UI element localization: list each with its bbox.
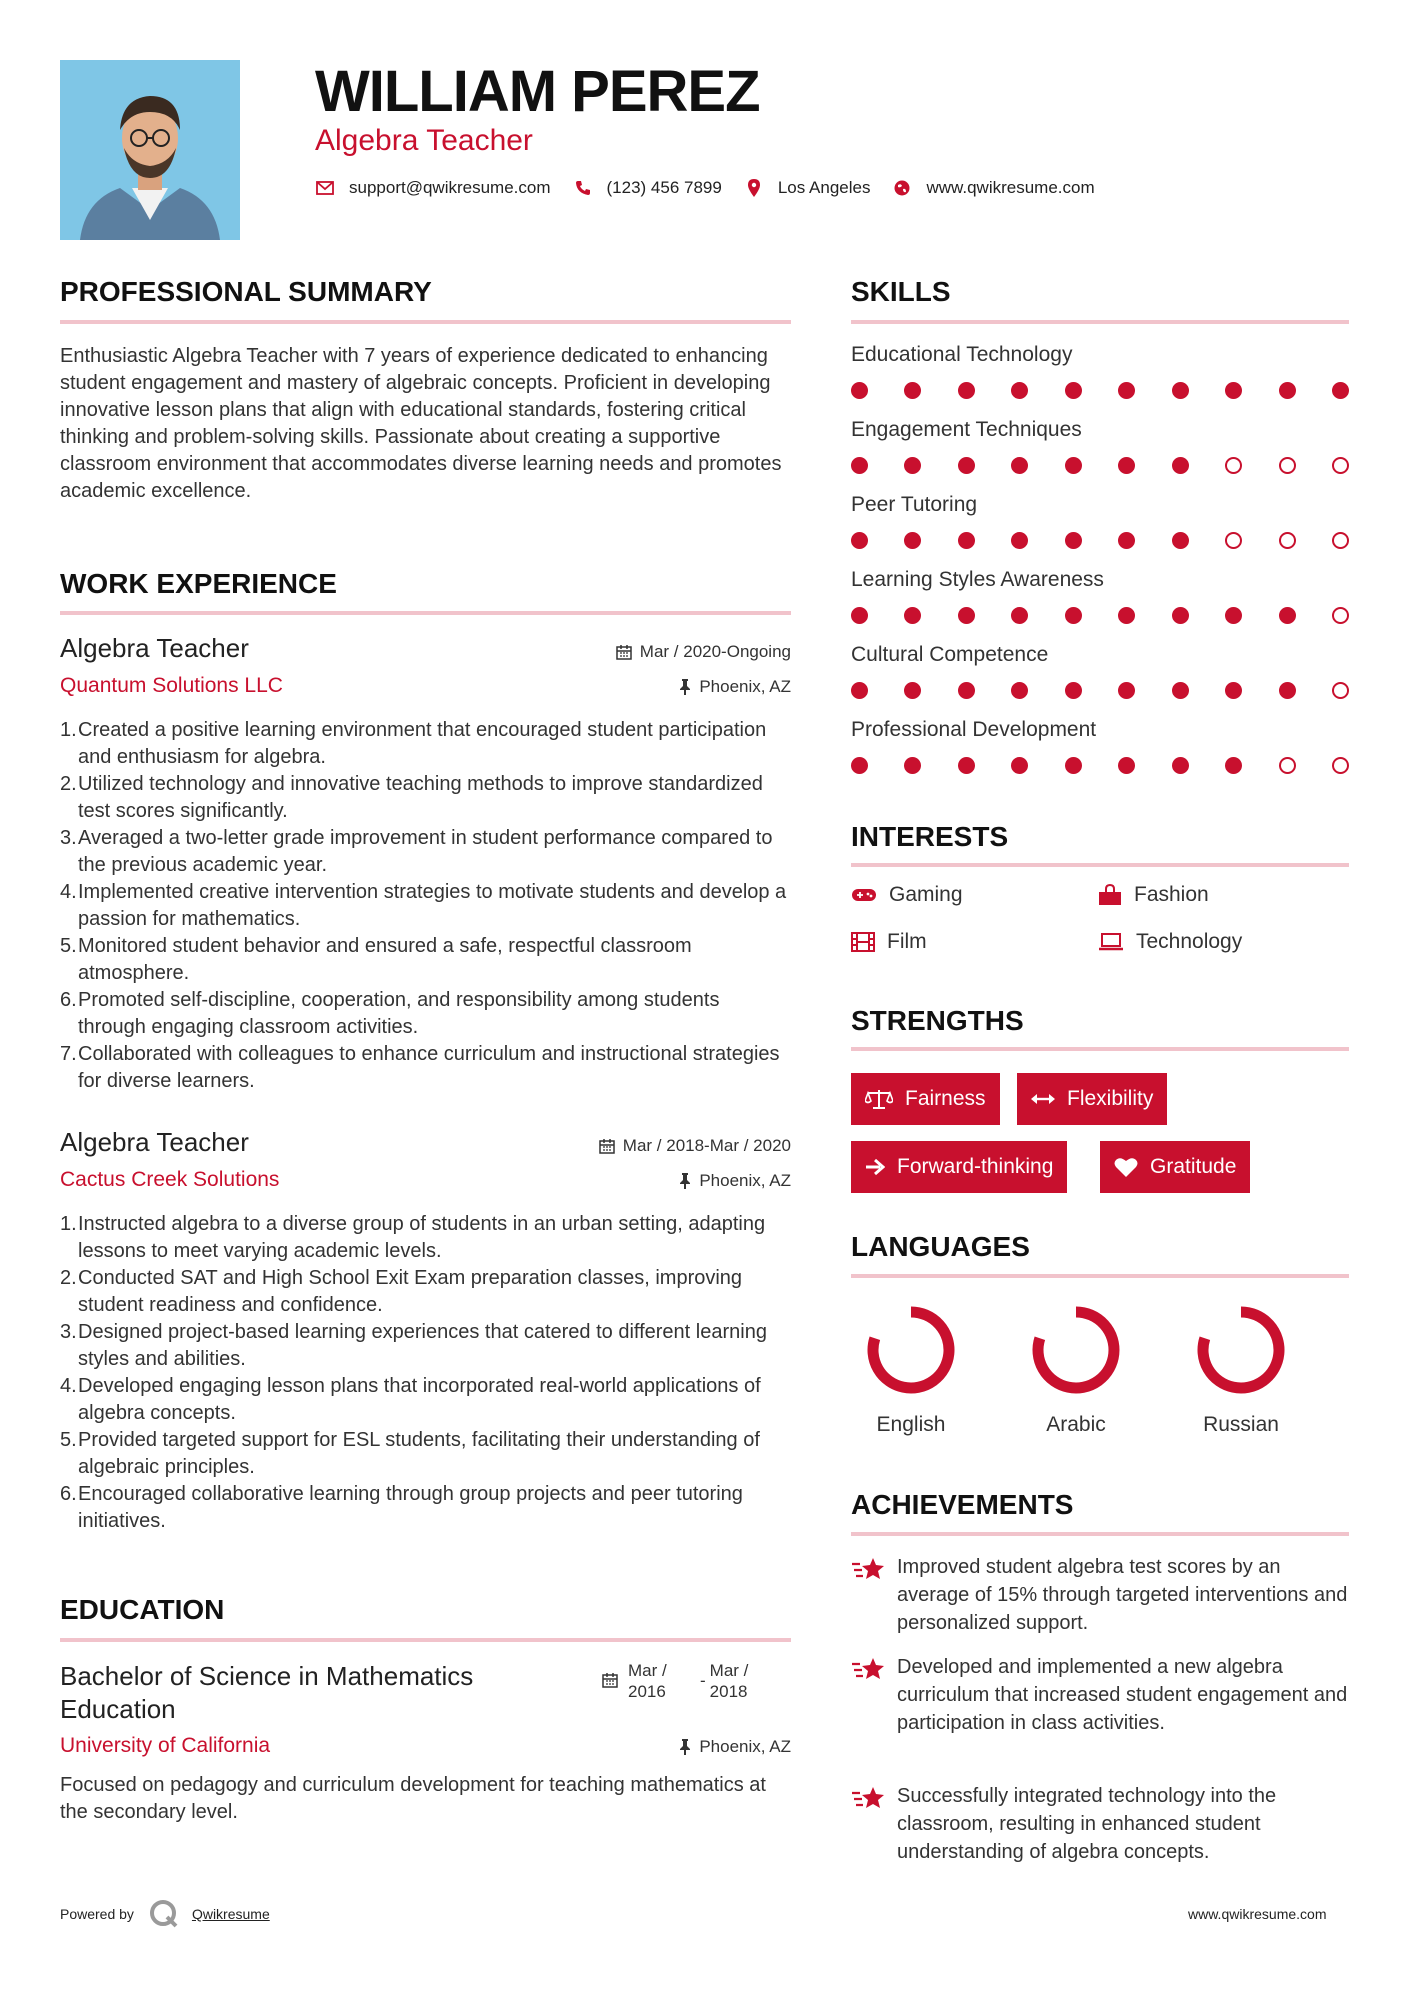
skill-dot-empty (1332, 532, 1349, 549)
skill-dot-filled (851, 382, 868, 399)
skill-dot-empty (1332, 607, 1349, 624)
balance-scale-icon (865, 1088, 893, 1110)
education-date-start: Mar / 2016 (628, 1661, 667, 1701)
contact-email[interactable]: support@qwikresume.com (349, 178, 551, 197)
skill-dot-empty (1279, 532, 1296, 549)
skill-dot-filled (904, 532, 921, 549)
language-name: English (876, 1413, 946, 1436)
skill-dot-filled (851, 457, 868, 474)
skill-dot-filled (1011, 457, 1028, 474)
language-name: Arabic (1046, 1413, 1106, 1436)
interests-heading: INTERESTS (851, 821, 1009, 852)
interest-label: Fashion (1134, 883, 1209, 906)
skill-dot-filled (1118, 532, 1135, 549)
qwikresume-logo-icon (148, 1898, 180, 1930)
gamepad-icon (851, 887, 877, 903)
job-date-text: Mar / 2018-Mar / 2020 (622, 1136, 791, 1155)
education-degree: Bachelor of Science in Mathematics Education (60, 1661, 474, 1724)
skill-name: Learning Styles Awareness (851, 568, 1104, 591)
achievement-item (851, 1653, 1349, 1737)
job-date-text: Mar / 2020-Ongoing (639, 642, 791, 661)
skill-dot-filled (958, 532, 975, 549)
job-location (491, 677, 791, 697)
skill-rating (851, 457, 1349, 474)
job-bullet: Averaged a two-letter grade improvement in student performance compared to the previous academic year. (78, 827, 773, 876)
skill-dot-filled (958, 457, 975, 474)
job-bullets (60, 1211, 791, 1535)
education-date-sep: - (700, 1671, 706, 1690)
strength-tag (851, 1073, 1000, 1125)
candidate-title: Algebra Teacher (315, 124, 533, 157)
education-location (491, 1737, 791, 1757)
education-description: Focused on pedagogy and curriculum development for teaching mathematics at the secondary level. (60, 1774, 766, 1823)
arrow-right-icon (865, 1158, 885, 1176)
job-date (491, 1136, 791, 1156)
shooting-star-icon (851, 1655, 885, 1683)
skill-dot-filled (1172, 757, 1189, 774)
skill-dot-filled (1065, 532, 1082, 549)
skill-dot-filled (1279, 607, 1296, 624)
skill-dot-empty (1332, 682, 1349, 699)
achievements-heading: ACHIEVEMENTS (851, 1489, 1074, 1520)
summary-heading: PROFESSIONAL SUMMARY (60, 276, 432, 307)
skill-dot-filled (958, 607, 975, 624)
skill-dot-filled (1225, 607, 1242, 624)
skill-dot-filled (1332, 382, 1349, 399)
education-date (602, 1660, 758, 1702)
contact-phone[interactable]: (123) 456 7899 (606, 178, 722, 197)
job-bullet: Developed engaging lesson plans that incorporated real-world applications of algebra concepts. (78, 1375, 761, 1424)
job-date (491, 642, 791, 662)
language-level-ring (1026, 1300, 1126, 1400)
education-divider (60, 1638, 791, 1642)
job-bullet: Provided targeted support for ESL students, facilitating their understanding of algebraic principles. (78, 1429, 760, 1478)
pushpin-icon (679, 1739, 691, 1755)
skill-dot-empty (1332, 457, 1349, 474)
language-level-ring (1191, 1300, 1291, 1400)
skill-rating (851, 757, 1349, 774)
globe-icon (892, 178, 912, 198)
skill-dot-filled (1279, 382, 1296, 399)
pushpin-icon (679, 679, 691, 695)
language-level-arc (873, 1312, 949, 1388)
skill-dot-filled (1172, 607, 1189, 624)
skill-dot-filled (851, 757, 868, 774)
skill-dot-filled (1225, 682, 1242, 699)
skill-dot-filled (1118, 457, 1135, 474)
experience-divider (60, 611, 791, 615)
interests-divider (851, 863, 1349, 867)
arrows-horizontal-icon (1031, 1092, 1055, 1106)
skill-dot-filled (1118, 607, 1135, 624)
skill-name: Engagement Techniques (851, 418, 1082, 441)
education-school: University of California (60, 1734, 271, 1757)
job-bullets (60, 717, 791, 1095)
shopping-bag-icon (1098, 884, 1122, 906)
job-company: Cactus Creek Solutions (60, 1168, 280, 1191)
achievement-text: Improved student algebra test scores by an average of 15% through targeted interventions and personalized support. (897, 1556, 1348, 1634)
laptop-icon (1098, 933, 1124, 951)
skill-dot-filled (1065, 607, 1082, 624)
job-location (491, 1171, 791, 1191)
skill-dot-filled (958, 682, 975, 699)
interest-item (851, 930, 927, 954)
job-bullet: Designed project-based learning experiences that catered to different learning styles and abilities. (78, 1321, 767, 1370)
interest-item (851, 883, 963, 907)
language-item (846, 1300, 976, 1437)
strengths-heading: STRENGTHS (851, 1005, 1024, 1036)
skill-name: Cultural Competence (851, 643, 1049, 666)
job-bullet: Monitored student behavior and ensured a safe, respectful classroom atmosphere. (78, 935, 692, 984)
job-title: Algebra Teacher (60, 633, 249, 663)
skills-divider (851, 320, 1349, 324)
interest-label: Gaming (889, 883, 963, 906)
calendar-icon (616, 644, 632, 660)
strength-label: Flexibility (1067, 1087, 1154, 1110)
phone-icon (573, 178, 593, 198)
skill-dot-empty (1332, 757, 1349, 774)
interest-item (1098, 930, 1242, 954)
education-heading: EDUCATION (60, 1594, 225, 1625)
footer-powered-by (60, 1898, 270, 1930)
contact-website[interactable]: www.qwikresume.com (926, 178, 1095, 197)
skill-dot-filled (1118, 682, 1135, 699)
language-level-arc (1203, 1312, 1279, 1388)
job-location-text: Phoenix, AZ (699, 677, 791, 696)
candidate-name: WILLIAM PEREZ (315, 59, 760, 124)
strength-label: Gratitude (1150, 1155, 1237, 1178)
envelope-icon (315, 178, 335, 198)
skill-dot-filled (1172, 382, 1189, 399)
skill-dot-empty (1225, 532, 1242, 549)
skill-dot-filled (851, 682, 868, 699)
contact-location: Los Angeles (777, 178, 871, 197)
skill-dot-filled (1011, 682, 1028, 699)
calendar-icon (599, 1138, 615, 1154)
summary-text: Enthusiastic Algebra Teacher with 7 years of experience dedicated to enhancing student engagement and mastery of algebraic concepts. Proficient in developing innovative lesson plans that align with educational standards, fostering critical thinking and problem-solving skills. Passionate about creating a supportive classroom environment that accommodates diverse learning needs and promotes academic excellence. (60, 345, 782, 502)
interest-item (1098, 883, 1209, 907)
qwikresume-link[interactable]: Qwikresume (191, 1906, 270, 1922)
skill-dot-filled (851, 532, 868, 549)
job-title: Algebra Teacher (60, 1127, 249, 1157)
language-level-arc (1038, 1312, 1114, 1388)
skill-rating (851, 607, 1349, 624)
education-date-end: Mar / 2018 (709, 1661, 749, 1701)
shooting-star-icon (851, 1555, 885, 1583)
skill-dot-filled (1065, 457, 1082, 474)
heart-icon (1114, 1157, 1138, 1177)
skill-dot-empty (1225, 457, 1242, 474)
education-location-text: Phoenix, AZ (699, 1737, 791, 1756)
job-bullet: Instructed algebra to a diverse group of students in an urban setting, adapting lessons to meet varying academic levels. (78, 1213, 766, 1262)
job-company: Quantum Solutions LLC (60, 674, 283, 697)
skill-rating (851, 382, 1349, 399)
job-bullet: Implemented creative intervention strategies to motivate students and develop a passion for mathematics. (78, 881, 787, 930)
achievement-item (851, 1553, 1349, 1637)
skill-dot-filled (1118, 382, 1135, 399)
profile-photo (60, 60, 240, 240)
skill-dot-filled (1011, 757, 1028, 774)
strength-tag (851, 1141, 1067, 1193)
skill-dot-filled (1011, 607, 1028, 624)
skill-dot-filled (958, 382, 975, 399)
languages-divider (851, 1274, 1349, 1278)
avatar-illustration (60, 60, 240, 240)
job-bullet: Encouraged collaborative learning through group projects and peer tutoring initiatives. (78, 1483, 743, 1532)
skill-dot-filled (1172, 457, 1189, 474)
job-bullet: Promoted self-discipline, cooperation, and responsibility among students through engaging classroom activities. (78, 989, 720, 1038)
skill-rating (851, 682, 1349, 699)
skill-dot-filled (1172, 532, 1189, 549)
skill-dot-filled (1065, 382, 1082, 399)
skill-dot-filled (1172, 682, 1189, 699)
achievements-divider (851, 1532, 1349, 1536)
powered-by-label: Powered by (60, 1906, 134, 1922)
skill-dot-filled (958, 757, 975, 774)
strengths-divider (851, 1047, 1349, 1051)
skill-dot-empty (1279, 757, 1296, 774)
skill-dot-filled (1279, 682, 1296, 699)
achievement-text: Successfully integrated technology into the classroom, resulting in enhanced student understanding of algebra concepts. (897, 1785, 1277, 1863)
skill-dot-filled (904, 457, 921, 474)
summary-divider (60, 320, 791, 324)
calendar-icon (602, 1672, 618, 1688)
skill-name: Educational Technology (851, 343, 1073, 366)
skills-heading: SKILLS (851, 276, 951, 307)
experience-heading: WORK EXPERIENCE (60, 568, 337, 599)
language-name: Russian (1203, 1413, 1279, 1436)
skill-dot-filled (1225, 382, 1242, 399)
skill-dot-filled (1011, 382, 1028, 399)
language-item (1176, 1300, 1306, 1437)
strength-tag (1100, 1141, 1250, 1193)
job-bullet: Conducted SAT and High School Exit Exam preparation classes, improving student readiness and confidence. (78, 1267, 743, 1316)
skill-dot-empty (1279, 457, 1296, 474)
skill-dot-filled (1118, 757, 1135, 774)
skill-dot-filled (1011, 532, 1028, 549)
skill-dot-filled (851, 607, 868, 624)
strength-tag (1017, 1073, 1167, 1125)
job-bullet: Created a positive learning environment that encouraged student participation and enthusiasm for algebra. (78, 719, 767, 768)
skill-dot-filled (904, 757, 921, 774)
language-item (1011, 1300, 1141, 1437)
job-location-text: Phoenix, AZ (699, 1171, 791, 1190)
skill-name: Professional Development (851, 718, 1097, 741)
skill-dot-filled (904, 607, 921, 624)
film-icon (851, 932, 875, 952)
skill-dot-filled (904, 682, 921, 699)
pushpin-icon (679, 1173, 691, 1189)
strength-label: Fairness (905, 1087, 986, 1110)
job-bullet: Collaborated with colleagues to enhance curriculum and instructional strategies for diverse learners. (78, 1043, 780, 1092)
contact-bar (315, 178, 1117, 198)
strength-label: Forward-thinking (897, 1155, 1054, 1178)
skill-rating (851, 532, 1349, 549)
languages-heading: LANGUAGES (851, 1231, 1030, 1262)
achievement-item (851, 1782, 1349, 1866)
footer-website[interactable]: www.qwikresume.com (1188, 1906, 1327, 1922)
interest-label: Technology (1136, 930, 1243, 953)
shooting-star-icon (851, 1784, 885, 1812)
skill-dot-filled (1225, 757, 1242, 774)
interest-label: Film (887, 930, 927, 953)
skill-dot-filled (1065, 757, 1082, 774)
skill-name: Peer Tutoring (851, 493, 978, 516)
map-pin-icon (744, 178, 764, 198)
language-level-ring (861, 1300, 961, 1400)
skill-dot-filled (1065, 682, 1082, 699)
achievement-text: Developed and implemented a new algebra curriculum that increased student engagement and participation in class activities. (897, 1656, 1348, 1734)
job-bullet: Utilized technology and innovative teaching methods to improve standardized test scores significantly. (78, 773, 763, 822)
skill-dot-filled (904, 382, 921, 399)
